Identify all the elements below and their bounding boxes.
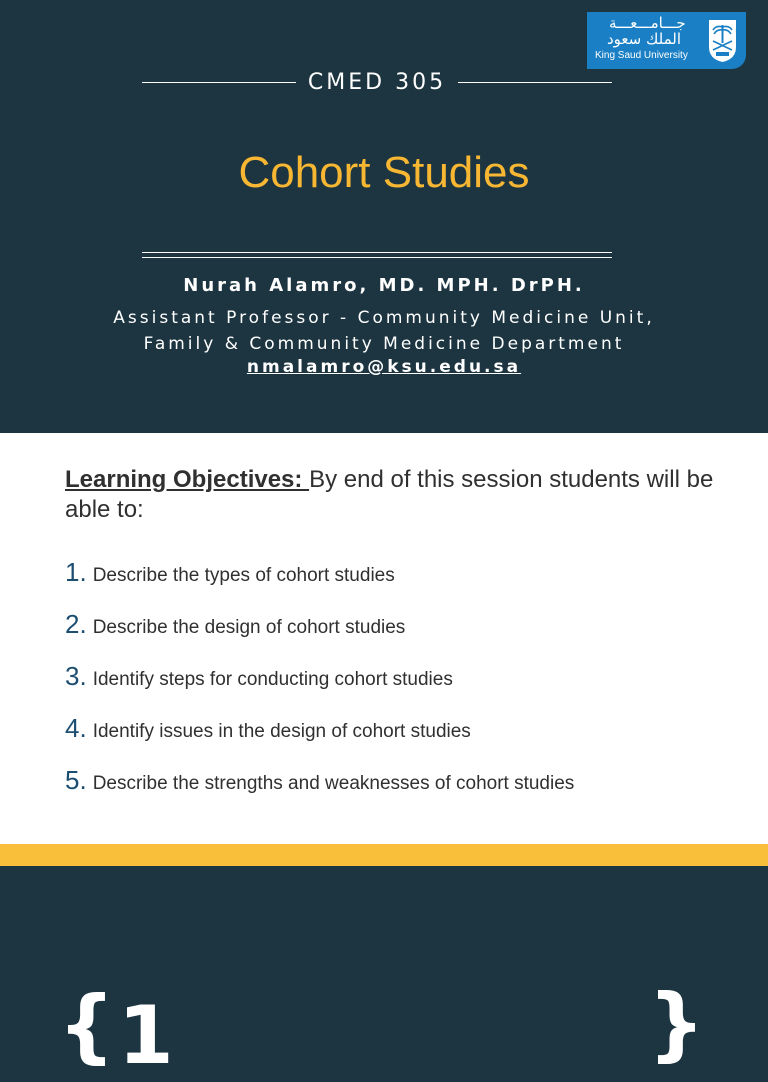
- objective-text: Identify issues in the design of cohort studies: [92, 721, 471, 742]
- list-item: [65, 609, 745, 661]
- section-slide: [0, 866, 768, 1082]
- objectives-heading-lead: Learning Objectives:: [65, 466, 310, 493]
- left-rule: [142, 82, 296, 83]
- title-slide: [0, 0, 768, 433]
- objectives-heading-rest: By end of this session students will be able to:: [65, 466, 714, 523]
- objective-number: 3.: [65, 661, 87, 691]
- objective-number: 2.: [65, 609, 87, 639]
- logo-arabic-line-2: الملك سعود: [607, 30, 682, 48]
- right-brace: }: [648, 977, 705, 1070]
- objective-text: Describe the types of cohort studies: [92, 565, 395, 586]
- role-line-2: Family & Community Medicine Department: [143, 334, 625, 354]
- palm-swords-emblem-icon: [706, 17, 739, 63]
- course-code: CMED 305: [307, 69, 447, 95]
- objectives-slide: [0, 433, 768, 844]
- objectives-heading: [65, 465, 735, 525]
- logo-english-name: King Saud University: [595, 50, 688, 61]
- left-brace: {: [58, 979, 115, 1072]
- objective-text: Identify steps for conducting cohort studies: [92, 669, 453, 690]
- author-role: [0, 305, 768, 357]
- role-line-1: Assistant Professor - Community Medicine Unit,: [113, 308, 655, 328]
- objective-text: Describe the design of cohort studies: [92, 617, 406, 638]
- author-email-link[interactable]: nmalamro@ksu.edu.sa: [246, 357, 522, 377]
- objective-number: 5.: [65, 765, 87, 795]
- yellow-divider-band: [0, 844, 768, 866]
- objective-text: Describe the strengths and weaknesses of cohort studies: [92, 773, 575, 794]
- right-rule: [458, 82, 612, 83]
- double-divider: [142, 252, 612, 258]
- section-number: 1: [118, 989, 174, 1082]
- list-item: [65, 765, 745, 817]
- logo-arabic-line-1: جـــامـــعـــة: [609, 14, 686, 32]
- list-item: [65, 713, 745, 765]
- author-name: Nurah Alamro, MD. MPH. DrPH.: [183, 275, 585, 296]
- objective-number: 4.: [65, 713, 87, 743]
- course-code-row: [142, 66, 612, 98]
- objective-number: 1.: [65, 557, 87, 587]
- list-item: [65, 557, 745, 609]
- objectives-list: [65, 557, 745, 817]
- university-logo: [587, 12, 746, 69]
- list-item: [65, 661, 745, 713]
- slide-title: Cohort Studies: [238, 148, 530, 197]
